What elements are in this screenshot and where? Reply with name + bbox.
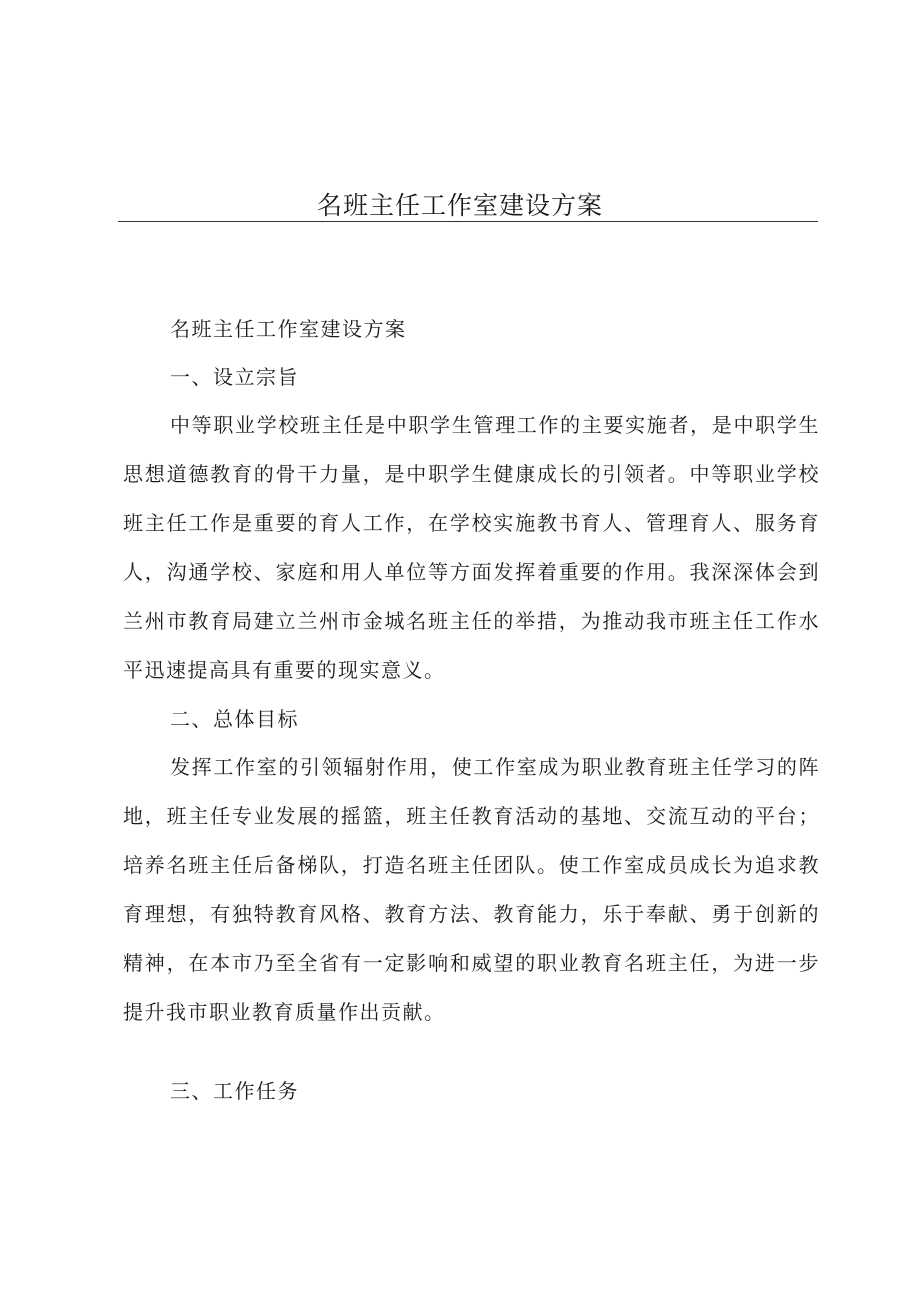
- section-heading-goals: 二、总体目标: [170, 707, 299, 731]
- section-paragraph-goals: 发挥工作室的引领辐射作用，使工作室成为职业教育班主任学习的阵地，班主任专业发展的摇篮，班主任教育活动的基地、交流互动的平台；培养名班主任后备梯队，打造名班主任团队。使工作室成员成长为追求教育理想，有独特教育风格、教育方法、教育能力，乐于奉献、勇于创新的精神，在本市乃至全省有一定影响和威望的职业教育名班主任，为进一步提升我市职业教育质量作出贡献。: [123, 755, 820, 1024]
- document-body: [123, 305, 820, 1115]
- section-spacer: [123, 1037, 820, 1067]
- section-heading-tasks: 三、工作任务: [170, 1079, 299, 1103]
- header-divider: [118, 221, 818, 222]
- page-header-title: 名班主任工作室建设方案: [316, 191, 603, 220]
- section-paragraph-purpose: 中等职业学校班主任是中职学生管理工作的主要实施者，是中职学生思想道德教育的骨干力量，是中职学生健康成长的引领者。中等职业学校班主任工作是重要的育人工作，在学校实施教书育人、管理育人、服务育人，沟通学校、家庭和用人单位等方面发挥着重要的作用。我深深体会到兰州市教育局建立兰州市金城名班主任的举措，为推动我市班主任工作水平迅速提高具有重要的现实意义。: [123, 413, 820, 682]
- section-heading-purpose: 一、设立宗旨: [170, 365, 299, 389]
- document-subtitle: 名班主任工作室建设方案: [170, 317, 407, 341]
